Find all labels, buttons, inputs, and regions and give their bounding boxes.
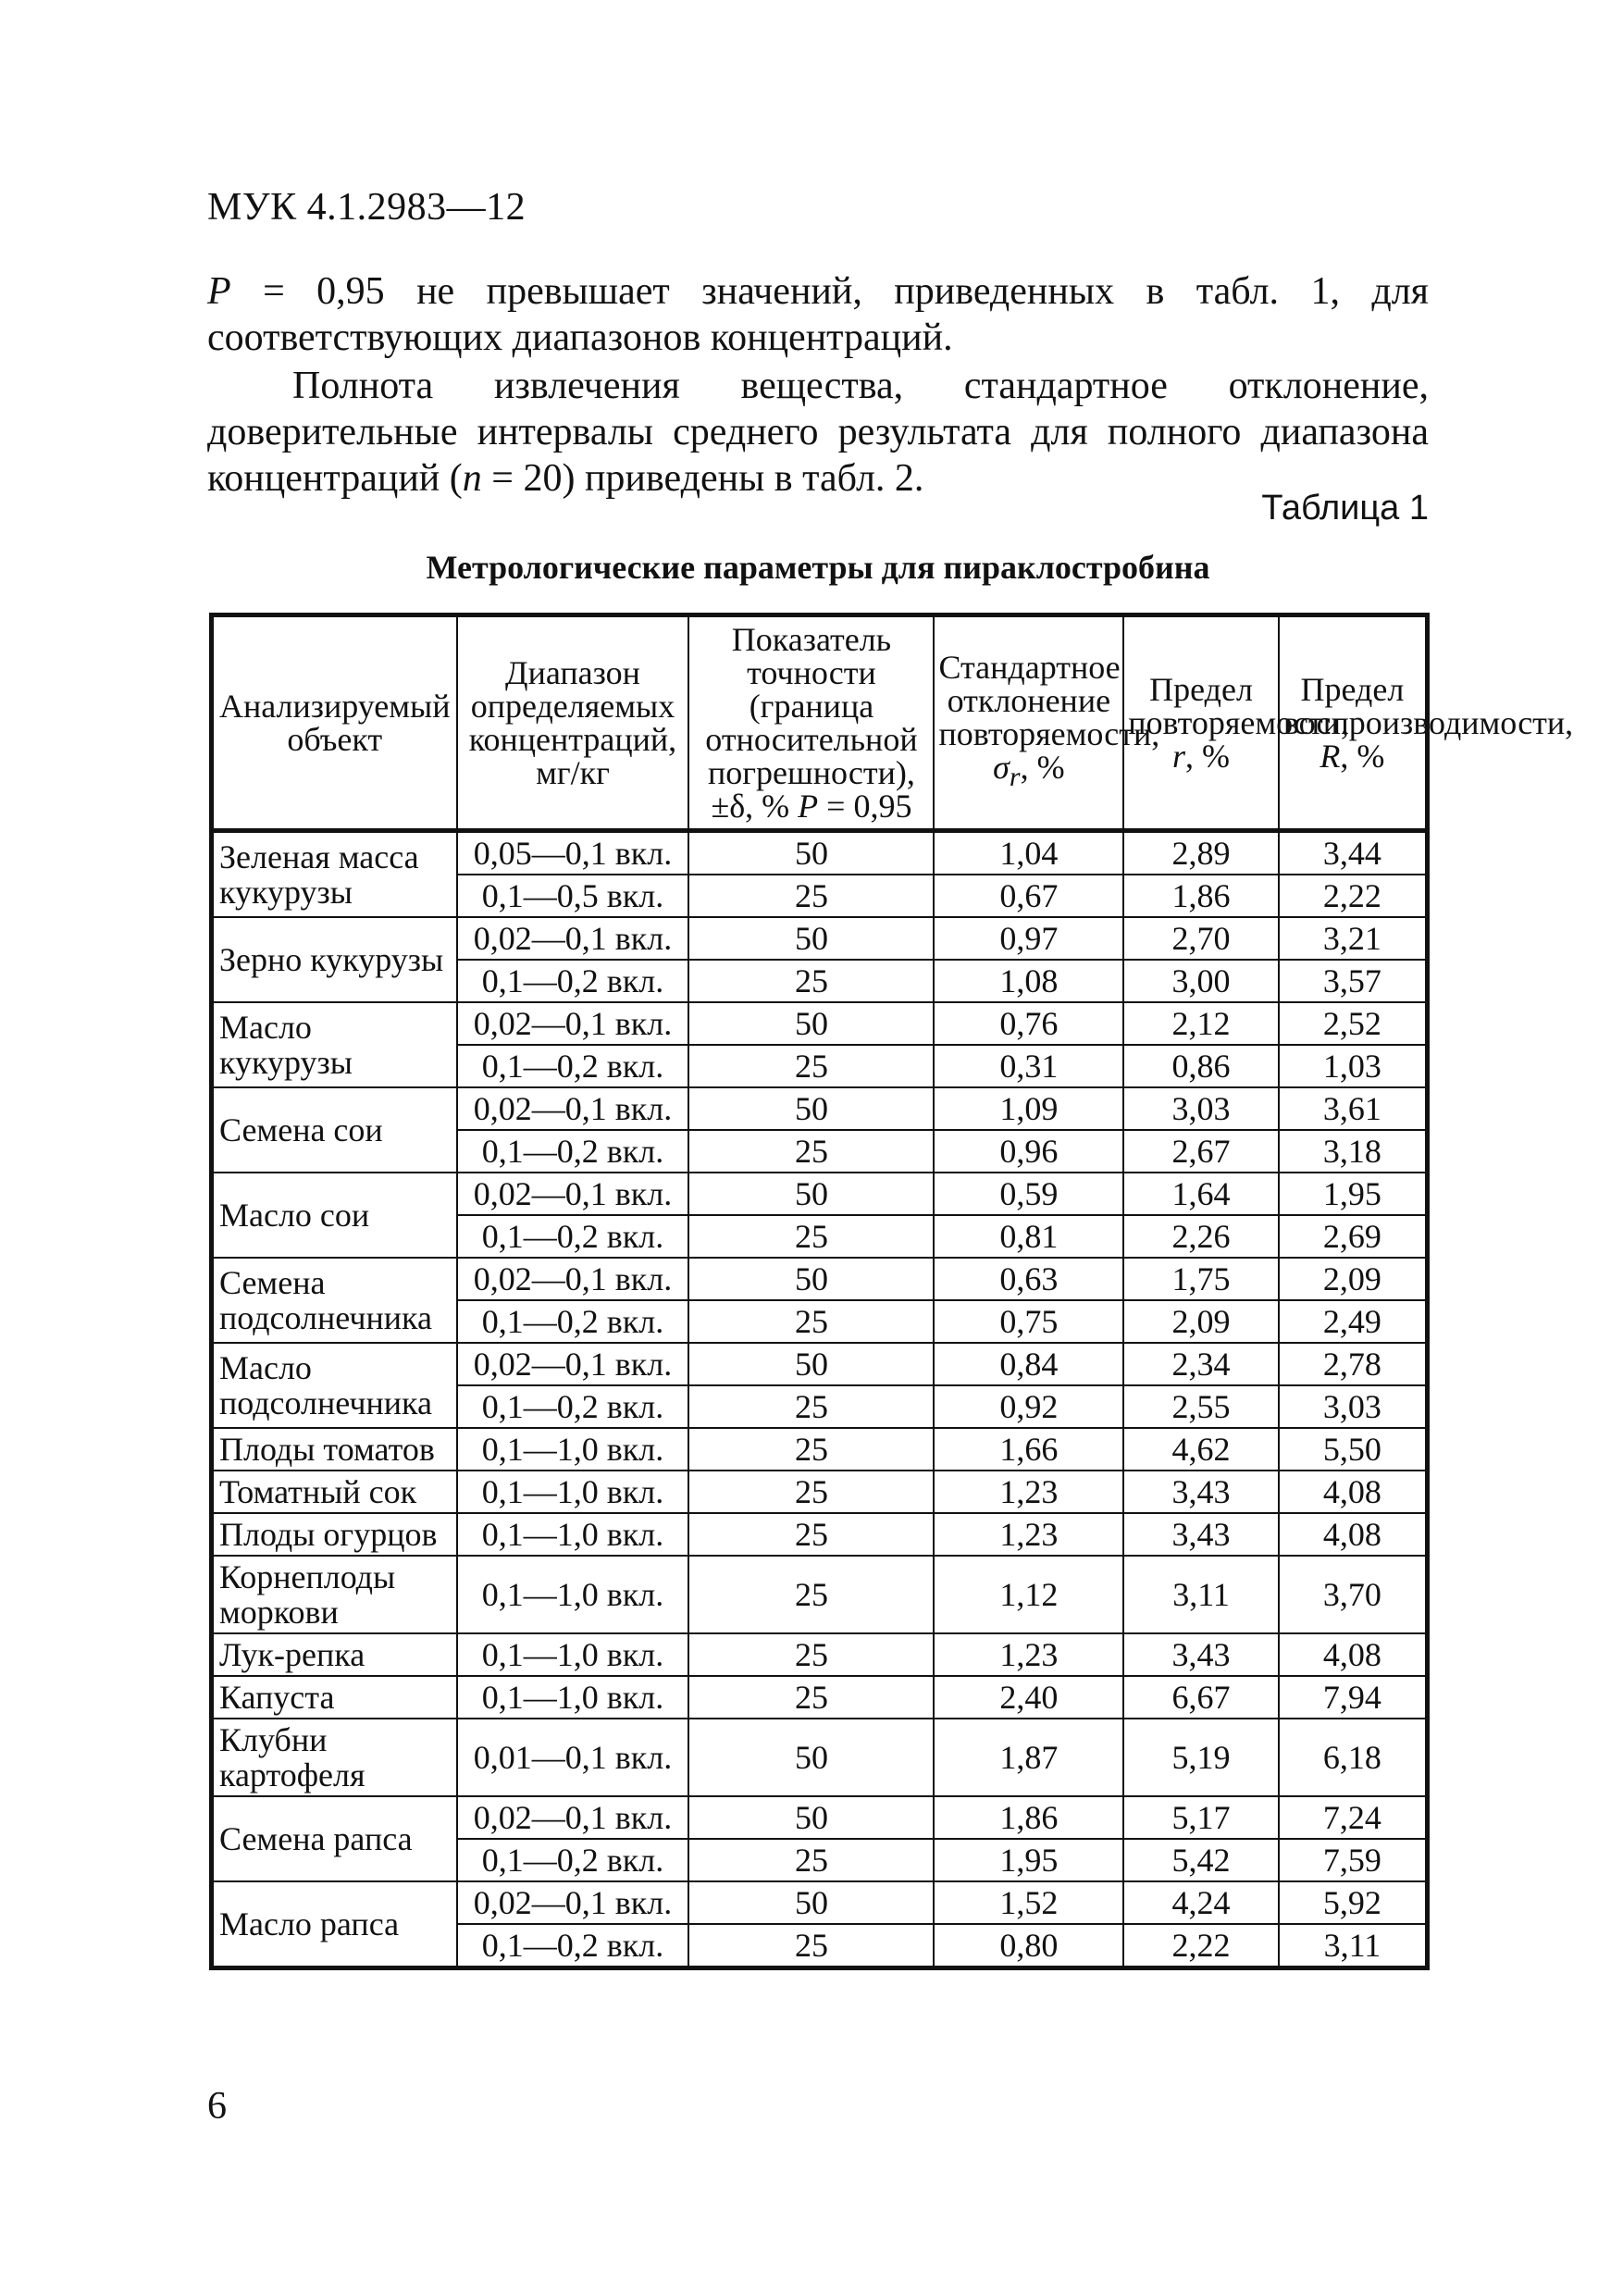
range-cell: 0,02—0,1 вкл. [457,1087,689,1130]
r-cell: 6,67 [1123,1676,1279,1719]
object-cell: Плоды огурцов [212,1513,457,1556]
table-number: Таблица 1 [1261,489,1429,527]
R-cell: 2,49 [1279,1300,1428,1343]
sigma-cell: 1,86 [934,1796,1123,1839]
r-cell: 4,24 [1123,1881,1279,1924]
header-accuracy-tail: = 0,95 [818,788,912,825]
delta-cell: 25 [688,1633,934,1676]
paragraph-2-before: Полнота извлечения вещества, стандартное отклонение, доверительные интервалы среднего результата для полного диапазона концентраций ( [207,365,1429,500]
sigma-cell: 0,75 [934,1300,1123,1343]
delta-cell: 25 [688,1300,934,1343]
sigma-cell: 1,23 [934,1633,1123,1676]
sigma-cell: 0,31 [934,1045,1123,1087]
object-cell: Масло кукурузы [212,1002,457,1087]
delta-cell: 50 [688,1881,934,1924]
object-cell: Лук-репка [212,1633,457,1676]
object-cell: Зеленая масса кукурузы [212,831,457,918]
table-row [212,917,1428,960]
range-cell: 0,1—0,2 вкл. [457,1130,689,1173]
delta-cell: 50 [688,1719,934,1796]
r-cell: 2,70 [1123,917,1279,960]
header-std-sub: r [1009,762,1021,793]
sigma-cell: 0,80 [934,1924,1123,1968]
delta-cell: 25 [688,1471,934,1513]
range-cell: 0,02—0,1 вкл. [457,1173,689,1215]
header-object [212,615,457,831]
R-cell: 2,69 [1279,1215,1428,1258]
delta-cell: 50 [688,1258,934,1300]
object-cell: Плоды томатов [212,1428,457,1471]
table-header-row [212,615,1428,831]
range-cell: 0,1—1,0 вкл. [457,1513,689,1556]
R-cell: 7,59 [1279,1839,1428,1881]
delta-cell: 50 [688,1796,934,1839]
sigma-cell: 1,08 [934,960,1123,1002]
object-cell: Клубни картофеля [212,1719,457,1796]
R-cell: 2,52 [1279,1002,1428,1045]
r-cell: 3,43 [1123,1513,1279,1556]
header-repro-sym: R [1319,738,1341,775]
R-cell: 2,09 [1279,1258,1428,1300]
table-body [212,831,1428,1968]
header-std-text: Стандартное отклонение повторяемости, [938,649,1160,753]
object-cell: Семена рапса [212,1796,457,1881]
sigma-cell: 1,95 [934,1839,1123,1881]
range-cell: 0,02—0,1 вкл. [457,1002,689,1045]
R-cell: 4,08 [1279,1633,1428,1676]
R-cell: 3,57 [1279,960,1428,1002]
R-cell: 3,21 [1279,917,1428,960]
header-range [457,615,689,831]
R-cell: 7,94 [1279,1676,1428,1719]
header-std [934,615,1160,831]
range-cell: 0,1—0,2 вкл. [457,1924,689,1968]
header-rep-text: Предел повторяемости, [1128,671,1350,741]
delta-cell: 25 [688,1215,934,1258]
page-number: 6 [207,2085,227,2128]
r-cell: 5,42 [1123,1839,1279,1881]
R-cell: 2,22 [1279,875,1428,917]
sigma-cell: 0,67 [934,875,1123,917]
p-variable: P [207,270,231,313]
sigma-cell: 0,84 [934,1343,1123,1385]
table-row [212,1173,1428,1215]
delta-cell: 25 [688,1924,934,1968]
header-repro-text: Предел воспроизводимости, [1282,671,1574,741]
table-row [212,1428,1428,1471]
r-cell: 2,09 [1123,1300,1279,1343]
range-cell: 0,1—0,2 вкл. [457,1385,689,1428]
range-cell: 0,1—1,0 вкл. [457,1428,689,1471]
r-cell: 0,86 [1123,1045,1279,1087]
R-cell: 6,18 [1279,1719,1428,1796]
range-cell: 0,1—0,2 вкл. [457,1300,689,1343]
r-cell: 2,89 [1123,831,1279,875]
table-row [212,1002,1428,1045]
delta-cell: 50 [688,1087,934,1130]
r-cell: 2,34 [1123,1343,1279,1385]
R-cell: 3,18 [1279,1130,1428,1173]
delta-cell: 25 [688,1130,934,1173]
range-cell: 0,1—0,2 вкл. [457,1839,689,1881]
n-variable: n [462,457,482,500]
range-cell: 0,02—0,1 вкл. [457,1343,689,1385]
header-std-sigma: σ [993,749,1010,787]
delta-cell: 25 [688,1839,934,1881]
header-accuracy-p: P [798,788,819,825]
range-cell: 0,02—0,1 вкл. [457,1881,689,1924]
sigma-cell: 0,97 [934,917,1123,960]
document-header: МУК 4.1.2983—12 [207,186,527,229]
R-cell: 3,03 [1279,1385,1428,1428]
table-row [212,1087,1428,1130]
header-accuracy-text: Показатель точности (граница относительной погрешности), ±δ, % [705,621,918,825]
range-cell: 0,1—1,0 вкл. [457,1676,689,1719]
table-row [212,1258,1428,1300]
range-cell: 0,1—0,5 вкл. [457,875,689,917]
range-cell: 0,1—1,0 вкл. [457,1633,689,1676]
table-row [212,1881,1428,1924]
range-cell: 0,1—0,2 вкл. [457,1045,689,1087]
R-cell: 4,08 [1279,1471,1428,1513]
table-row [212,1719,1428,1796]
sigma-cell: 1,09 [934,1087,1123,1130]
delta-cell: 50 [688,1173,934,1215]
header-repeatability [1123,615,1350,831]
object-cell: Зерно кукурузы [212,917,457,1002]
delta-cell: 50 [688,917,934,960]
sigma-cell: 1,52 [934,1881,1123,1924]
R-cell: 1,95 [1279,1173,1428,1215]
sigma-cell: 0,63 [934,1258,1123,1300]
range-cell: 0,05—0,1 вкл. [457,831,689,875]
object-cell: Семена сои [212,1087,457,1173]
paragraph-1-text: = 0,95 не превышает значений, приведенных в табл. 1, для соответствующих диапазонов концентраций. [207,270,1429,359]
r-cell: 2,22 [1123,1924,1279,1968]
table-row [212,1343,1428,1385]
sigma-cell: 1,23 [934,1513,1123,1556]
delta-cell: 25 [688,1513,934,1556]
delta-cell: 50 [688,1343,934,1385]
delta-cell: 25 [688,1045,934,1087]
object-cell: Масло подсолнечника [212,1343,457,1428]
paragraph-2 [207,363,1429,502]
sigma-cell: 2,40 [934,1676,1123,1719]
range-cell: 0,1—0,2 вкл. [457,960,689,1002]
object-cell: Капуста [212,1676,457,1719]
r-cell: 2,55 [1123,1385,1279,1428]
R-cell: 3,44 [1279,831,1428,875]
header-std-tail: , % [1020,749,1065,787]
table-row [212,1556,1428,1633]
delta-cell: 50 [688,831,934,875]
sigma-cell: 0,81 [934,1215,1123,1258]
table-row [212,1796,1428,1839]
table-title: Метрологические параметры для пираклостробина [426,549,1210,586]
R-cell: 4,08 [1279,1513,1428,1556]
header-accuracy [688,615,934,831]
header-repro-tail: , % [1340,738,1385,775]
r-cell: 1,64 [1123,1173,1279,1215]
r-cell: 1,75 [1123,1258,1279,1300]
object-cell: Семена подсолнечника [212,1258,457,1343]
header-reproducibility [1279,615,1574,831]
r-cell: 5,17 [1123,1796,1279,1839]
sigma-cell: 1,66 [934,1428,1123,1471]
r-cell: 3,00 [1123,960,1279,1002]
header-object-text: Анализируемый объект [218,688,451,758]
R-cell: 2,78 [1279,1343,1428,1385]
range-cell: 0,02—0,1 вкл. [457,1796,689,1839]
R-cell: 3,70 [1279,1556,1428,1633]
sigma-cell: 1,23 [934,1471,1123,1513]
sigma-cell: 0,96 [934,1130,1123,1173]
r-cell: 4,62 [1123,1428,1279,1471]
R-cell: 5,92 [1279,1881,1428,1924]
header-rep-tail: , % [1185,738,1231,775]
object-cell: Томатный сок [212,1471,457,1513]
header-range-text: Диапазон определяемых концентраций, мг/кг [468,654,677,791]
range-cell: 0,1—1,0 вкл. [457,1556,689,1633]
table-row [212,831,1428,875]
sigma-cell: 1,12 [934,1556,1123,1633]
sigma-cell: 0,76 [934,1002,1123,1045]
r-cell: 3,11 [1123,1556,1279,1633]
paragraph-2-after: = 20) приведены в табл. 2. [481,457,924,500]
delta-cell: 25 [688,1428,934,1471]
R-cell: 7,24 [1279,1796,1428,1839]
delta-cell: 25 [688,875,934,917]
R-cell: 3,61 [1279,1087,1428,1130]
delta-cell: 50 [688,1002,934,1045]
table-row [212,1676,1428,1719]
table-row [212,1471,1428,1513]
paragraph-1 [207,268,1429,361]
sigma-cell: 1,87 [934,1719,1123,1796]
R-cell: 1,03 [1279,1045,1428,1087]
table-row [212,1633,1428,1676]
delta-cell: 25 [688,1385,934,1428]
delta-cell: 25 [688,1676,934,1719]
r-cell: 2,67 [1123,1130,1279,1173]
sigma-cell: 0,92 [934,1385,1123,1428]
range-cell: 0,02—0,1 вкл. [457,1258,689,1300]
r-cell: 3,43 [1123,1633,1279,1676]
range-cell: 0,02—0,1 вкл. [457,917,689,960]
delta-cell: 25 [688,1556,934,1633]
object-cell: Масло сои [212,1173,457,1258]
header-rep-sym: r [1172,738,1186,775]
object-cell: Корнеплоды моркови [212,1556,457,1633]
r-cell: 3,43 [1123,1471,1279,1513]
range-cell: 0,1—1,0 вкл. [457,1471,689,1513]
r-cell: 3,03 [1123,1087,1279,1130]
metrology-table [209,613,1574,1970]
r-cell: 2,26 [1123,1215,1279,1258]
range-cell: 0,01—0,1 вкл. [457,1719,689,1796]
delta-cell: 25 [688,960,934,1002]
r-cell: 5,19 [1123,1719,1279,1796]
range-cell: 0,1—0,2 вкл. [457,1215,689,1258]
object-cell: Масло рапса [212,1881,457,1968]
r-cell: 2,12 [1123,1002,1279,1045]
sigma-cell: 1,04 [934,831,1123,875]
r-cell: 1,86 [1123,875,1279,917]
R-cell: 5,50 [1279,1428,1428,1471]
table-row [212,1513,1428,1556]
R-cell: 3,11 [1279,1924,1428,1968]
sigma-cell: 0,59 [934,1173,1123,1215]
